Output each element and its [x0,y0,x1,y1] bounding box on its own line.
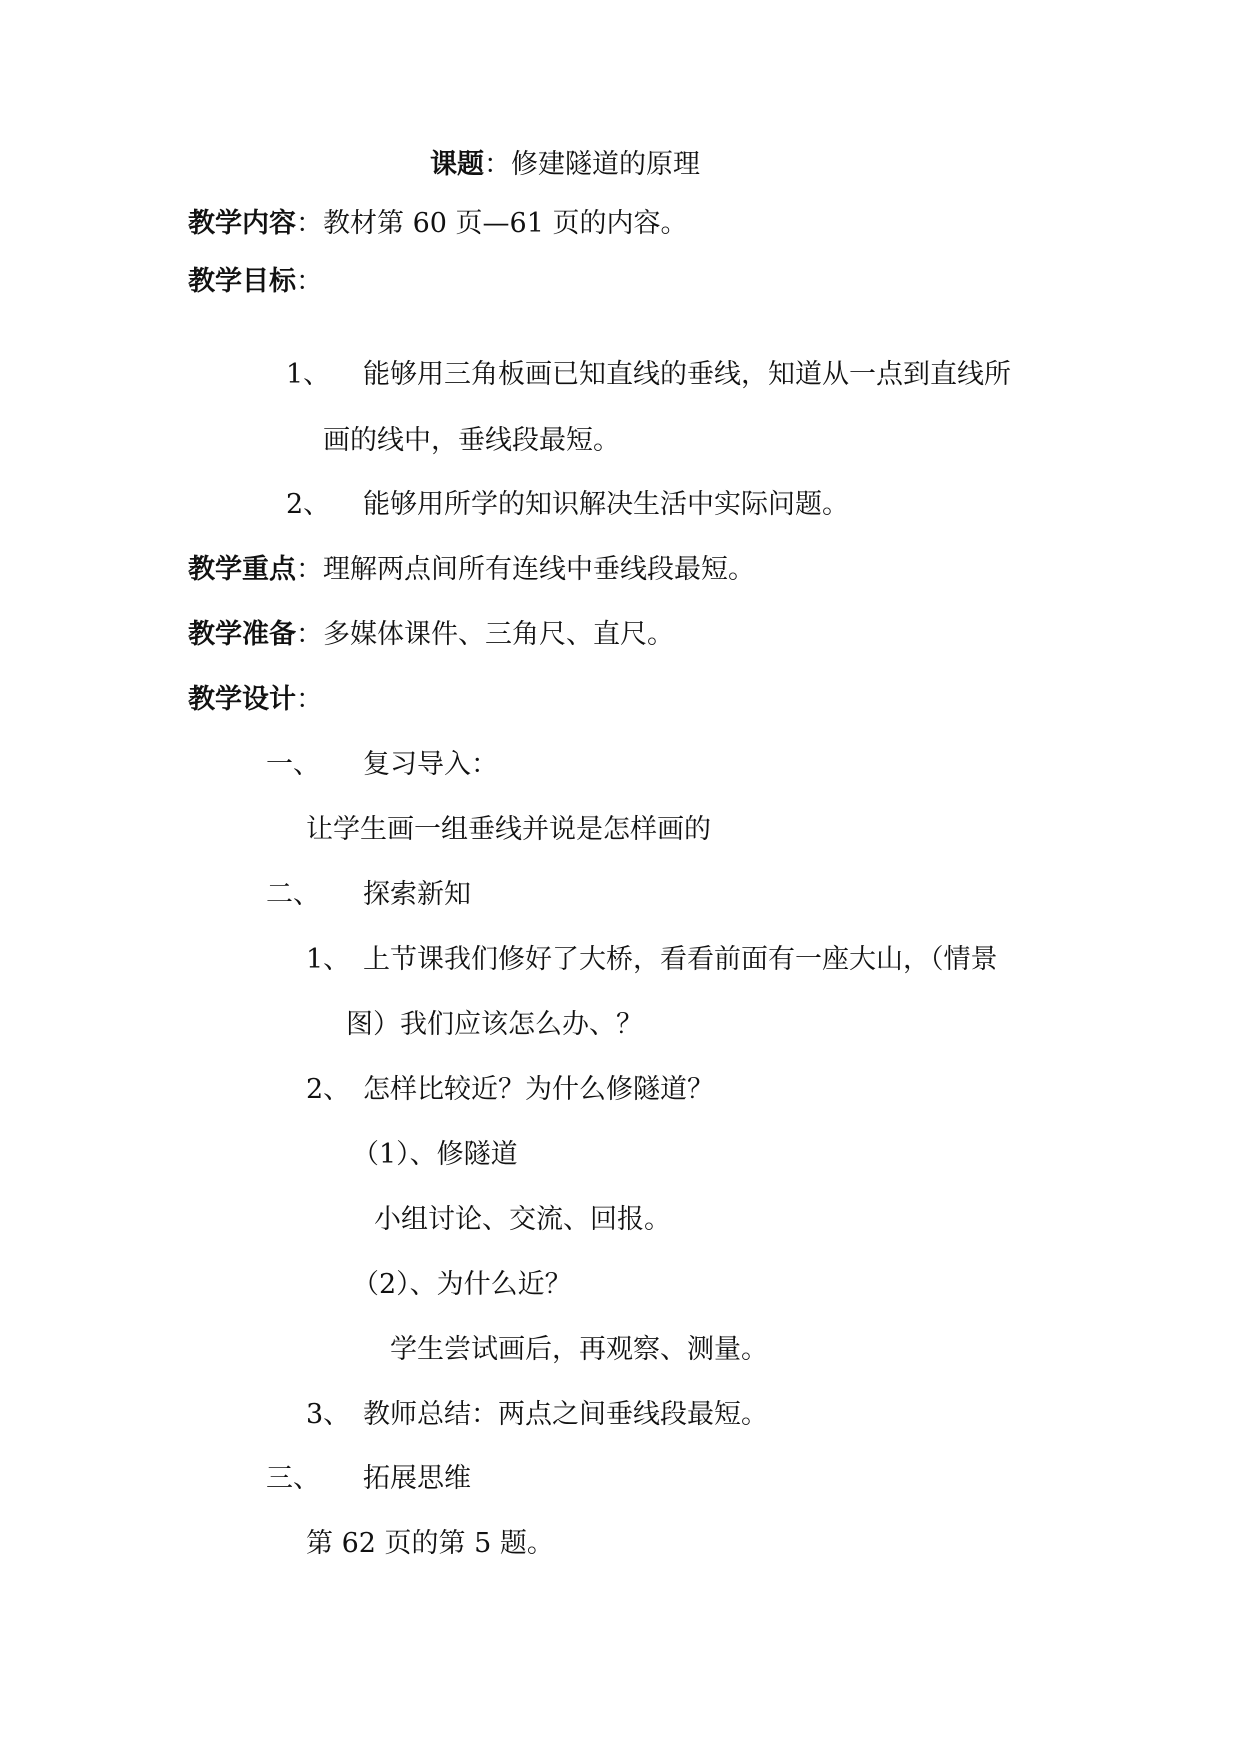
goal-1-line-2: 画的线中，垂线段最短。 [323,425,620,456]
design-separator: ： [296,684,323,715]
goals-label: 教学目标 [188,266,296,297]
teaching-goals-heading [188,265,323,299]
sub-2-body: 学生尝试画后，再观察、测量。 [390,1334,768,1365]
section-3-title: 拓展思维 [363,1463,471,1494]
teaching-prep [188,618,674,652]
goal-1-line-1: 能够用三角板画已知直线的垂线，知道从一点到直线所 [363,359,1011,390]
title-label: 课题 [430,149,484,180]
item-1-line-2: 图）我们应该怎么办、？ [346,1009,643,1040]
design-label: 教学设计 [188,684,296,715]
goal-2-line-1: 能够用所学的知识解决生活中实际问题。 [363,489,849,520]
teaching-content [188,207,687,241]
content-label: 教学内容 [188,208,296,239]
section-2-number: 二、 [266,879,320,910]
keypoint-separator: ： [296,554,323,585]
section-1-title: 复习导入： [363,749,498,780]
keypoint-text: 理解两点间所有连线中垂线段最短。 [323,554,755,585]
title-text: 修建隧道的原理 [511,149,700,180]
section-2-title: 探索新知 [363,879,471,910]
keypoint-label: 教学重点 [188,554,296,585]
content-text: 教材第 60 页—61 页的内容。 [323,208,688,239]
item-3-number: 3、 [306,1399,351,1430]
section-1-number: 一、 [266,749,320,780]
content-separator: ： [296,208,323,239]
sub-1-body: 小组讨论、交流、回报。 [374,1204,671,1235]
goal-1-number: 1、 [286,359,331,390]
item-1-number: 1、 [306,944,351,975]
prep-text: 多媒体课件、三角尺、直尺。 [323,619,674,650]
teaching-keypoint [188,553,755,587]
sub-1-label: （1）、修隧道 [352,1139,518,1170]
goals-separator: ： [296,266,323,297]
teaching-design-heading [188,683,323,717]
item-2-number: 2、 [306,1074,351,1105]
section-3-body: 第 62 页的第 5 题。 [306,1528,554,1559]
item-3-text: 教师总结：两点之间垂线段最短。 [363,1399,768,1430]
item-1-line-1: 上节课我们修好了大桥，看看前面有一座大山，（情景 [363,944,998,975]
prep-label: 教学准备 [188,619,296,650]
lesson-title [430,148,700,182]
title-separator: ： [484,149,511,180]
goal-2-number: 2、 [286,489,331,520]
section-1-body: 让学生画一组垂线并说是怎样画的 [306,814,711,845]
section-3-number: 三、 [266,1463,320,1494]
prep-separator: ： [296,619,323,650]
sub-2-label: （2）、为什么近？ [352,1269,572,1300]
item-2-text: 怎样比较近？为什么修隧道？ [363,1074,714,1105]
